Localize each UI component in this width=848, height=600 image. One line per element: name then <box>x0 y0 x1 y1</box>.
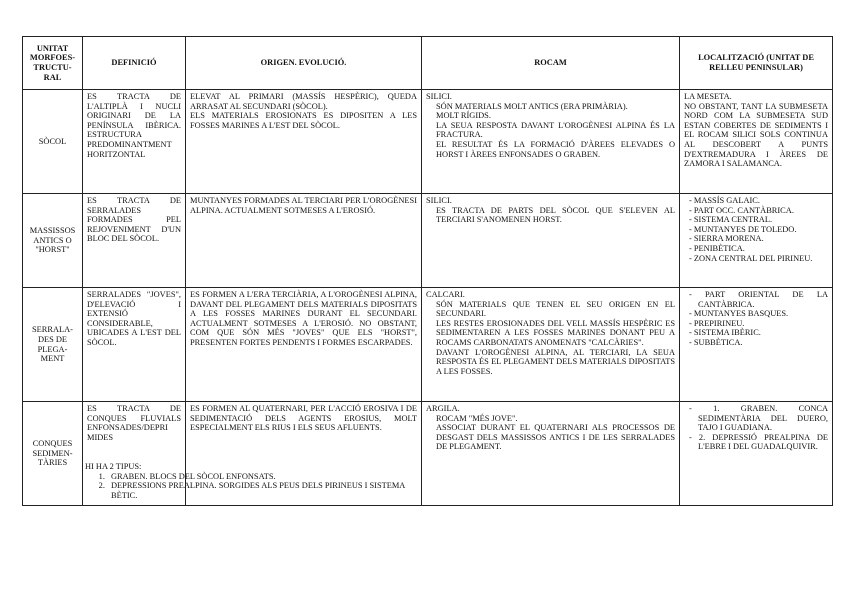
location-text: NO OBSTANT, TANT LA SUBMESETA NORD COM LA SUBMESETA SUD ESTAN COBERTES DE SEDIMENTS I EL ROCAM SILICI SOLS CONTINUA AL DESCOBERT A PUNTS D'EXTREMADURA I ÀREES DE ZAMORA I SALAMANCA. <box>684 101 828 169</box>
rock-line: DAVANT L'OROGÈNESI ALPINA, AL TERCIARI, LA SEUA RESPOSTA ÉS EL PLEGAMENT DELS MATERIALS DIPOSITATS A LES FOSSES. <box>436 347 675 376</box>
location-item: - SISTEMA CENTRAL. <box>684 215 828 225</box>
unit-cell: CONQUES SEDIMEN-TÀRIES <box>23 402 83 506</box>
header-unit: UNITAT MORFOES-TRUCTU-RAL <box>23 37 83 90</box>
rock-cell <box>422 194 680 288</box>
location-cell <box>680 90 833 194</box>
basin-types-head: HI HA 2 TIPUS: <box>85 462 142 471</box>
location-cell <box>680 288 833 402</box>
rock-line: SÓN MATERIALS MOLT ANTICS (ERA PRIMÀRIA). <box>436 101 628 111</box>
rock-line: SÓN MATERIALS QUE TENEN EL SEU ORIGEN EN EL SECUNDARI. <box>436 299 675 319</box>
rock-line: LA SEUA RESPOSTA DAVANT L'OROGÈNESI ALPINA ÉS LA FRACTURA. <box>436 120 675 140</box>
morphostructural-table <box>22 36 833 506</box>
location-item: - SISTEMA IBÈRIC. <box>684 328 828 338</box>
rock-cell <box>422 90 680 194</box>
location-item: - 1. GRABEN. CONCA SEDIMENTÀRIA DEL DUERO, TAJO I GUADIANA. <box>684 404 828 433</box>
location-item: - PREPIRINEU. <box>684 319 828 329</box>
rock-type: CALCARI. <box>426 290 465 299</box>
header-origin: ORIGEN. EVOLUCIÓ. <box>186 37 422 90</box>
header-rock: ROCAM <box>422 37 680 90</box>
origin-cell <box>186 90 422 194</box>
basin-type-item: 2. DEPRESSIONS PREALPINA. SORGIDES ALS PEUS DELS PIRINEUS I SISTEMA BÈTIC. <box>107 481 420 500</box>
location-cell <box>680 402 833 506</box>
location-item: - SUBBÈTICA. <box>684 338 828 348</box>
origin-line: ES FORMEN AL QUATERNARI, PER L'ACCIÓ EROSIVA I DE SEDIMENTACIÓ DELS AGENTS EROSIUS, MOLT ESPECIALMENT ELS RIUS I ELS SEUS AFLUENTS. <box>190 404 417 433</box>
unit-cell: SERRALA-DES DE PLEGA-MENT <box>23 288 83 402</box>
rock-line: ES TRACTA DE PARTS DEL SÒCOL QUE S'ELEVEN AL TERCIARI S'ANOMENEN HORST. <box>436 205 675 225</box>
definition-cell: ES TRACTA DE CONQUES FLUVIALS ENFONSADES/DEPRI MIDES <box>83 402 186 506</box>
rock-type: ARGILA. <box>426 404 460 413</box>
rock-type: SILICI. <box>426 92 452 101</box>
location-item: - PART OCC. CANTÀBRICA. <box>684 206 828 216</box>
location-cell <box>680 194 833 288</box>
rock-line: ROCAM "MÉS JOVE". <box>436 413 518 423</box>
header-definition: DEFINICIÓ <box>83 37 186 90</box>
rock-line: LES RESTES EROSIONADES DEL VELL MASSÍS HESPÈRIC ES SEDIMENTAREN A LES FOSSES MARINES DONANT PEU A ROCAMS CARBONATATS ANOMENATS "CALCÀRIES". <box>436 318 675 347</box>
unit-cell: MASSISSOS ANTICS O "HORST" <box>23 194 83 288</box>
rock-type: SILICI. <box>426 196 452 205</box>
location-item: - PENIBÈTICA. <box>684 244 828 254</box>
origin-line: ELS MATERIALS EROSIONATS ES DIPOSITEN A LES FOSSES MARINES A L'EST DEL SÒCOL. <box>190 111 417 130</box>
location-list <box>684 290 828 348</box>
unit-cell: SÒCOL <box>23 90 83 194</box>
rock-cell <box>422 402 680 506</box>
origin-cell <box>186 194 422 288</box>
definition-cell: ES TRACTA DE L'ALTIPLÀ I NUCLI ORIGINARI DE LA PENÍNSULA IBÈRICA. ESTRUCTURA PREDOMINANTMENT HORITZONTAL <box>83 90 186 194</box>
table-row <box>23 90 833 194</box>
header-location: LOCALITZACIÓ (UNITAT DE RELLEU PENINSULAR) <box>680 37 833 90</box>
origin-line: ES FORMEN A L'ERA TERCIÀRIA, A L'OROGÈNESI ALPINA, DAVANT DEL PLEGAMENT DELS MATERIALS DIPOSITATS A LES FOSSES MARINES DURANT EL SECUNDARI. ACTUALMENT SOTMESES A L'EROSIÓ. NO OBSTANT, COM QUE SÓN MÉS "JOVES" QUE ELS "HORST", PRESENTEN FORTES PENDENTS I FORMES ESCARPADES. <box>190 290 417 347</box>
basin-types-list <box>85 472 420 501</box>
location-item: - MUNTANYES BASQUES. <box>684 309 828 319</box>
location-list <box>684 404 828 452</box>
location-item: - PART ORIENTAL DE LA CANTÀBRICA. <box>684 290 828 309</box>
rock-line: EL RESULTAT ÉS LA FORMACIÓ D'ÀREES ELEVADES O HORST I ÀREES ENFONSADES O GRABEN. <box>436 139 675 159</box>
location-head: LA MESETA. <box>684 92 732 101</box>
table-row <box>23 194 833 288</box>
location-item: - MASSÍS GALAIC. <box>684 196 828 206</box>
rock-line: ASSOCIAT DURANT EL QUATERNARI ALS PROCESSOS DE DESGAST DELS MASSISSOS ANTICS I DE LES SERRALADES DE PLEGAMENT. <box>436 423 675 452</box>
location-item: - 2. DEPRESSIÓ PREALPINA DE L'EBRE I DEL GUADALQUIVIR. <box>684 433 828 452</box>
origin-line: MUNTANYES FORMADES AL TERCIARI PER L'OROGÈNESI ALPINA. ACTUALMENT SOTMESES A L'EROSIÓ. <box>190 196 417 215</box>
basin-type-item: 1. GRABEN. BLOCS DEL SÒCOL ENFONSATS. <box>107 472 420 482</box>
rock-cell <box>422 288 680 402</box>
definition-cell: ES TRACTA DE SERRALADES FORMADES PEL REJOVENIMENT D'UN BLOC DEL SÒCOL. <box>83 194 186 288</box>
location-item: - ZONA CENTRAL DEL PIRINEU. <box>684 254 828 264</box>
table-row <box>23 288 833 402</box>
basin-types <box>85 462 420 500</box>
origin-cell <box>186 288 422 402</box>
location-item: - MUNTANYES DE TOLEDO. <box>684 225 828 235</box>
location-list <box>684 196 828 263</box>
definition-cell: SERRALADES "JOVES", D'ELEVACIÓ I EXTENSIÓ CONSIDERABLE, UBICADES A L'EST DEL SÒCOL. <box>83 288 186 402</box>
origin-line: ELEVAT AL PRIMARI (MASSÍS HESPÈRIC), QUEDA ARRASAT AL SECUNDARI (SÒCOL). <box>190 92 417 111</box>
rock-line: MOLT RÍGIDS. <box>436 111 491 121</box>
header-row <box>23 37 833 90</box>
location-item: - SIERRA MORENA. <box>684 234 828 244</box>
